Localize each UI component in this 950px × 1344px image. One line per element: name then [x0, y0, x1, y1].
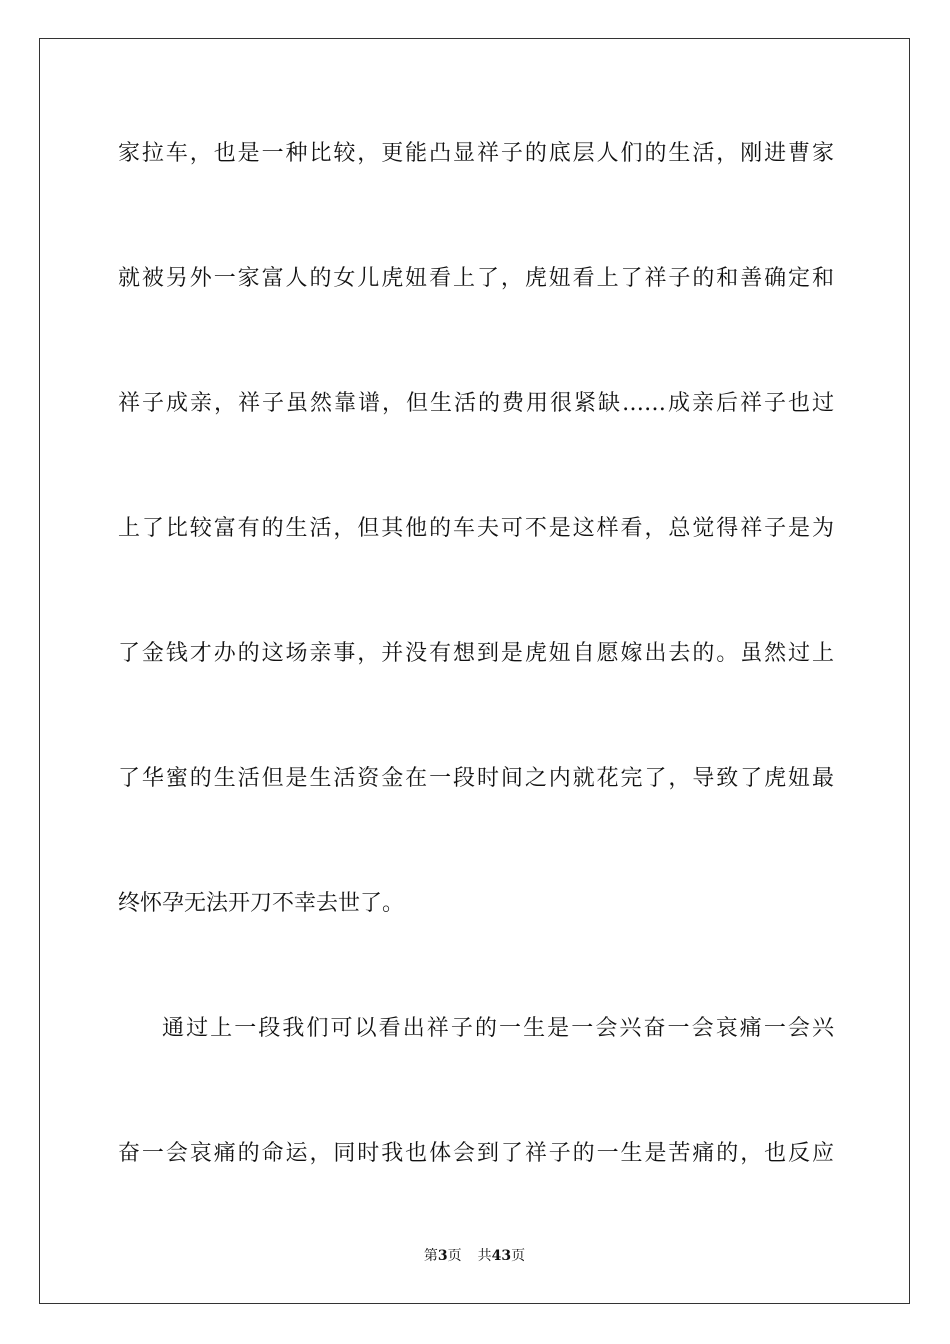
text-line-1: 家拉车，也是一种比较，更能凸显祥子的底层人们的生活，刚进曹家 — [118, 141, 834, 166]
page-prefix: 第 — [423, 1248, 438, 1264]
text-line-2: 就被另外一家富人的女儿虎妞看上了，虎妞看上了祥子的和善确定和 — [118, 266, 834, 291]
text-line-5: 了金钱才办的这场亲事，并没有想到是虎妞自愿嫁出去的。虽然过上 — [118, 641, 834, 666]
page-footer — [40, 1245, 909, 1265]
document-body — [118, 134, 834, 1259]
text-line-4: 上了比较富有的生活，但其他的车夫可不是这样看，总觉得祥子是为 — [118, 516, 834, 541]
document-page — [39, 38, 910, 1304]
text-line-8: 通过上一段我们可以看出祥子的一生是一会兴奋一会哀痛一会兴 — [162, 1016, 834, 1041]
page-number: 3 — [437, 1248, 448, 1264]
page-suffix: 页 — [447, 1248, 462, 1264]
total-pages: 43 — [491, 1248, 512, 1264]
text-line-9: 奋一会哀痛的命运，同时我也体会到了祥子的一生是苦痛的，也反应 — [118, 1141, 834, 1166]
total-suffix: 页 — [511, 1248, 526, 1264]
text-line-7: 终怀孕无法开刀不幸去世了。 — [118, 891, 405, 916]
total-prefix: 共 — [477, 1248, 492, 1264]
text-line-3: 祥子成亲，祥子虽然靠谱，但生活的费用很紧缺……成亲后祥子也过 — [118, 391, 834, 416]
text-line-6: 了华蜜的生活但是生活资金在一段时间之内就花完了，导致了虎妞最 — [118, 766, 834, 791]
